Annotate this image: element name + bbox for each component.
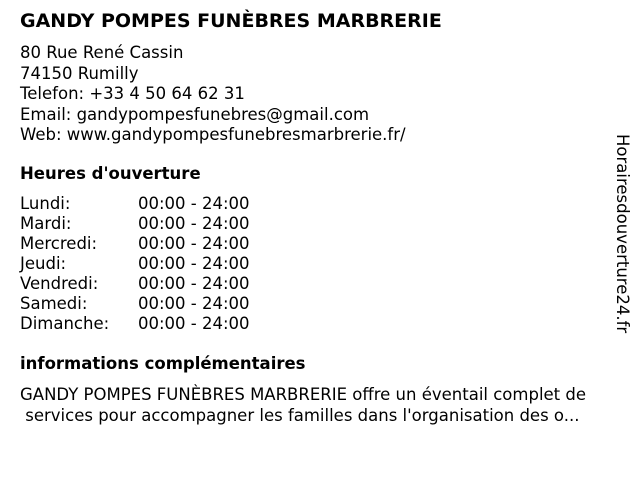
hours-row-monday [20, 194, 250, 214]
hours-day: Mardi: [20, 214, 72, 233]
hours-row-thursday [20, 254, 250, 274]
hours-day: Jeudi: [20, 254, 67, 273]
business-name: GANDY POMPES FUNÈBRES MARBRERIE [20, 10, 442, 32]
info-description [20, 384, 630, 426]
hours-row-sunday [20, 314, 250, 334]
email-line: Email: gandypompesfunebres@gmail.com [20, 104, 370, 124]
hours-day: Samedi: [20, 294, 88, 313]
phone-line: Telefon: +33 4 50 64 62 31 [20, 84, 245, 103]
hours-row-tuesday [20, 214, 250, 234]
info-line-1: GANDY POMPES FUNÈBRES MARBRERIE offre un éventail complet de [20, 385, 587, 404]
contact-block [20, 43, 406, 146]
website-line: Web: www.gandypompesfunebresmarbrerie.fr/ [20, 125, 406, 144]
hours-row-wednesday [20, 234, 250, 254]
info-heading: informations complémentaires [20, 354, 306, 373]
address-city: 74150 Rumilly [20, 63, 139, 83]
hours-time: 00:00 - 24:00 [138, 314, 250, 333]
address-street: 80 Rue René Cassin [20, 43, 184, 62]
hours-time: 00:00 - 24:00 [138, 194, 250, 213]
hours-day: Vendredi: [20, 274, 99, 293]
hours-table [20, 194, 250, 334]
hours-day: Lundi: [20, 194, 71, 213]
hours-time: 00:00 - 24:00 [138, 234, 250, 253]
hours-time: 00:00 - 24:00 [138, 254, 250, 273]
hours-time: 00:00 - 24:00 [138, 294, 250, 313]
hours-day: Mercredi: [20, 234, 98, 253]
info-line-2: services pour accompagner les familles dans l'organisation des o... [20, 406, 580, 425]
hours-time: 00:00 - 24:00 [138, 214, 250, 233]
hours-row-saturday [20, 294, 250, 314]
hours-time: 00:00 - 24:00 [138, 274, 250, 293]
hours-day: Dimanche: [20, 314, 110, 333]
hours-row-friday [20, 274, 250, 294]
hours-heading: Heures d'ouverture [20, 164, 201, 183]
side-brand-watermark: Horairesdouverture24.fr [613, 134, 632, 334]
